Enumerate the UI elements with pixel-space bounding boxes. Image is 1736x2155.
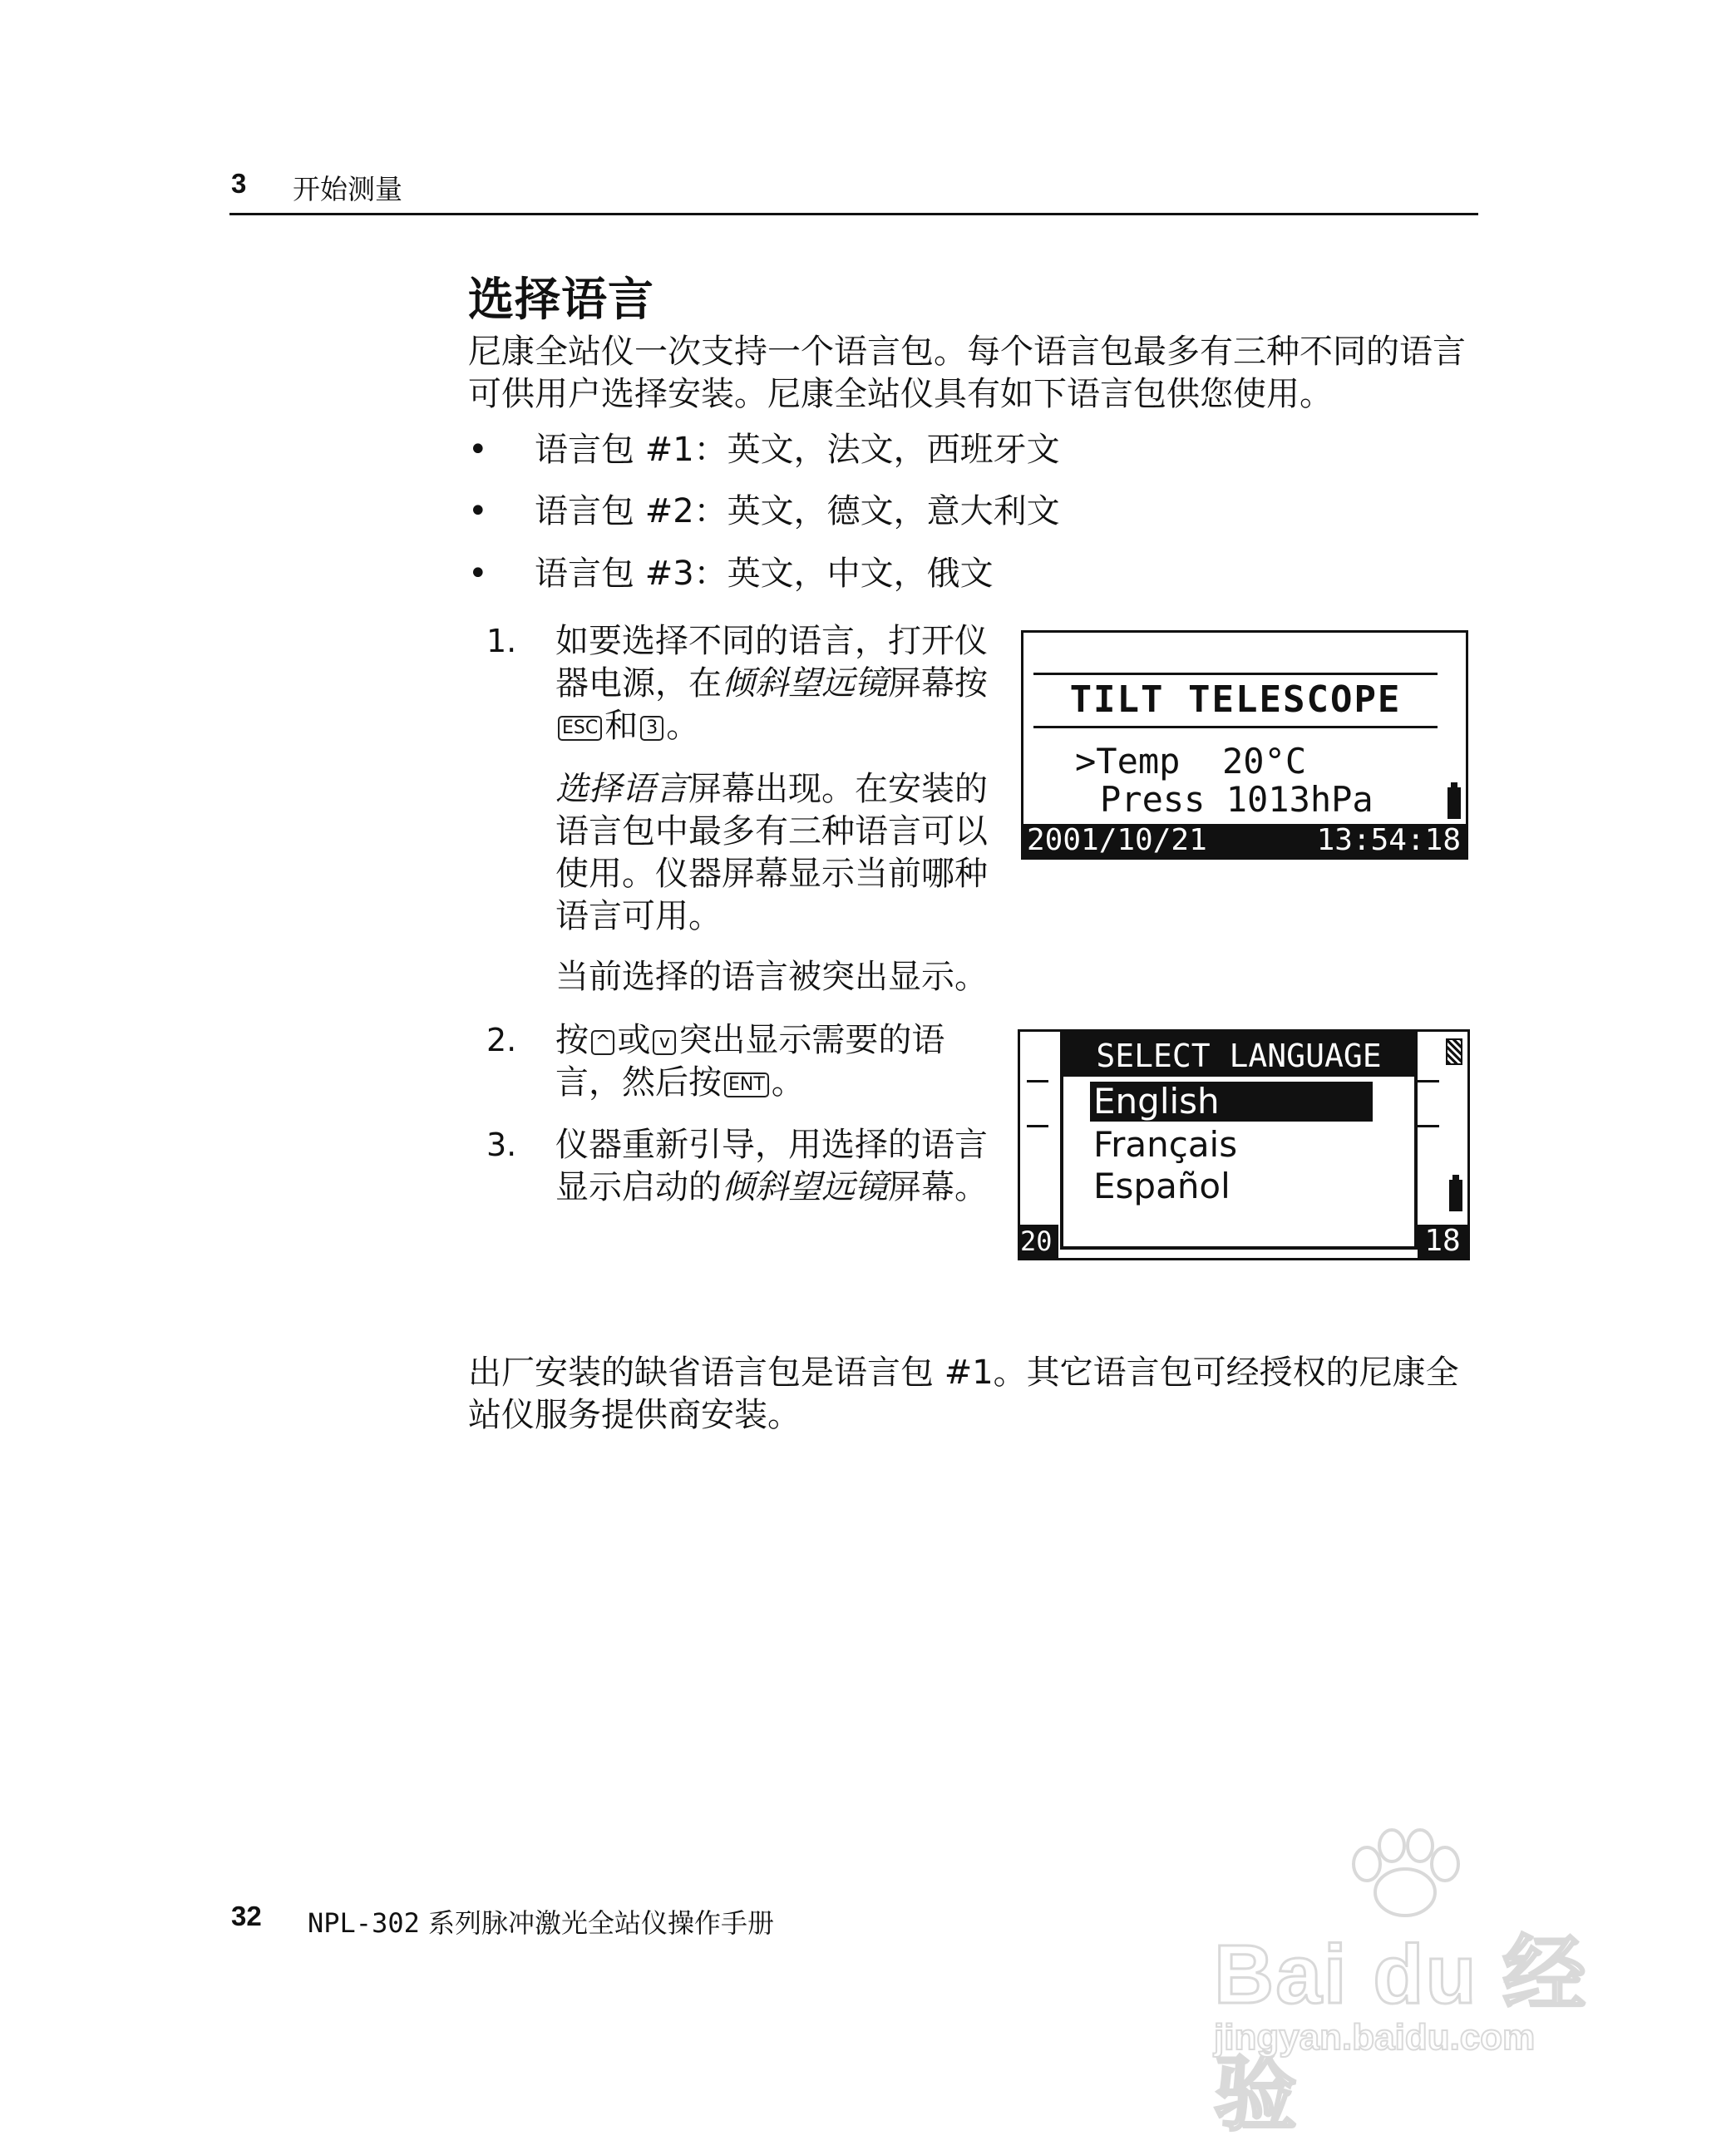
step-1-screen-desc — [555, 768, 1004, 938]
step-1-text-b: 屏幕按 — [888, 664, 988, 703]
bullet-symbol: • — [468, 555, 488, 593]
bullet-text: 语言包 #2：英文，德文，意大利文 — [535, 492, 1060, 530]
dialog-title: SELECT LANGUAGE — [1063, 1035, 1414, 1077]
step-2-text-b: 突出显示需要的语言，然后按 — [555, 1021, 945, 1102]
screen-date: 2001/10/21 — [1027, 823, 1207, 857]
side-tick — [1027, 1125, 1048, 1127]
down-key: v — [653, 1030, 676, 1055]
step-3-text — [555, 1124, 1004, 1209]
pressure-readout: Press 1013hPa — [1100, 779, 1374, 820]
select-language-screen — [1018, 1029, 1470, 1260]
select-language-ref: 选择语言 — [555, 770, 688, 808]
watermark-url: jingyan.baidu.com — [1214, 2017, 1536, 2058]
ent-key: ENT — [724, 1073, 769, 1097]
step-1-text-a: 如要选择不同的语言，打开仪器电源，在 — [555, 622, 988, 703]
screen-rule — [1033, 673, 1438, 675]
header-rule — [229, 213, 1478, 215]
step-3-number: 3. — [486, 1127, 517, 1163]
step-3-text-b: 屏幕。 — [888, 1168, 988, 1206]
battery-icon — [1449, 1180, 1462, 1211]
paw-icon — [1322, 1821, 1488, 1921]
step-1-highlight-note: 当前选择的语言被突出显示。 — [555, 958, 988, 996]
step-2-text — [555, 1019, 988, 1104]
chapter-number: 3 — [231, 168, 247, 199]
closing-paragraph: 出厂安装的缺省语言包是语言包 #1。其它语言包可经授权的尼康全站仪服务提供商安装。 — [468, 1354, 1459, 1434]
step-2-end: 。 — [771, 1063, 805, 1102]
language-option-french[interactable]: Français — [1093, 1124, 1238, 1165]
language-option-spanish[interactable]: Español — [1093, 1166, 1230, 1206]
chapter-title: 开始测量 — [293, 173, 402, 205]
tilt-telescope-screen — [1021, 630, 1468, 860]
language-dialog — [1060, 1032, 1418, 1250]
footer-title — [308, 1902, 774, 1940]
screen-time: 13:54:18 — [1316, 823, 1461, 857]
step-2-press: 按 — [555, 1021, 589, 1059]
step-2-or: 或 — [617, 1021, 651, 1059]
step-3-text-a: 仪器重新引导，用选择的语言显示启动的 — [555, 1126, 988, 1206]
status-edge-right: 18 — [1418, 1225, 1467, 1258]
step-2-number: 2. — [486, 1022, 517, 1058]
language-option-english[interactable]: English — [1090, 1082, 1373, 1122]
step-1-text — [555, 620, 1004, 747]
screen-title: TILT TELESCOPE — [1069, 678, 1402, 721]
screen-rule — [1033, 726, 1438, 728]
section-title: 选择语言 — [468, 273, 655, 326]
footer-manual-title: 系列脉冲激光全站仪操作手册 — [428, 1907, 775, 1939]
watermark-brand: Bai du 经验 — [1214, 1928, 1588, 2141]
esc-key: ESC — [558, 716, 602, 741]
signal-icon — [1446, 1038, 1462, 1065]
side-tick — [1418, 1080, 1439, 1082]
footer-model: NPL-302 — [308, 1907, 420, 1939]
up-key: ^ — [591, 1030, 614, 1055]
step-1-end: 。 — [666, 707, 700, 745]
step-1-number: 1. — [486, 623, 517, 659]
battery-icon — [1447, 787, 1461, 819]
page-number: 32 — [231, 1901, 262, 1931]
bullet-text: 语言包 #1：英文，法文，西班牙文 — [535, 431, 1060, 469]
baidu-watermark — [1197, 1854, 1630, 2141]
tilt-telescope-ref: 倾斜望远镜 — [722, 664, 888, 703]
bullet-symbol: • — [468, 492, 488, 530]
step-1-screen-desc-text: 屏幕出现。在安装的语言包中最多有三种语言可以使用。仪器屏幕显示当前哪种语言可用。 — [555, 770, 988, 935]
step-1-and: 和 — [604, 707, 639, 745]
status-edge-left: 20 — [1020, 1225, 1058, 1258]
bullet-symbol: • — [468, 431, 488, 469]
bullet-text: 语言包 #3：英文，中文，俄文 — [535, 555, 994, 593]
intro-paragraph: 尼康全站仪一次支持一个语言包。每个语言包最多有三种不同的语言可供用户选择安装。尼康全站仪具有如下语言包供您使用。 — [468, 333, 1466, 413]
side-tick — [1027, 1080, 1048, 1082]
temp-readout: >Temp 20°C — [1075, 741, 1307, 782]
side-tick — [1418, 1125, 1439, 1127]
key-3: 3 — [640, 716, 663, 741]
tilt-telescope-ref: 倾斜望远镜 — [722, 1168, 888, 1206]
status-bar — [1023, 824, 1466, 857]
